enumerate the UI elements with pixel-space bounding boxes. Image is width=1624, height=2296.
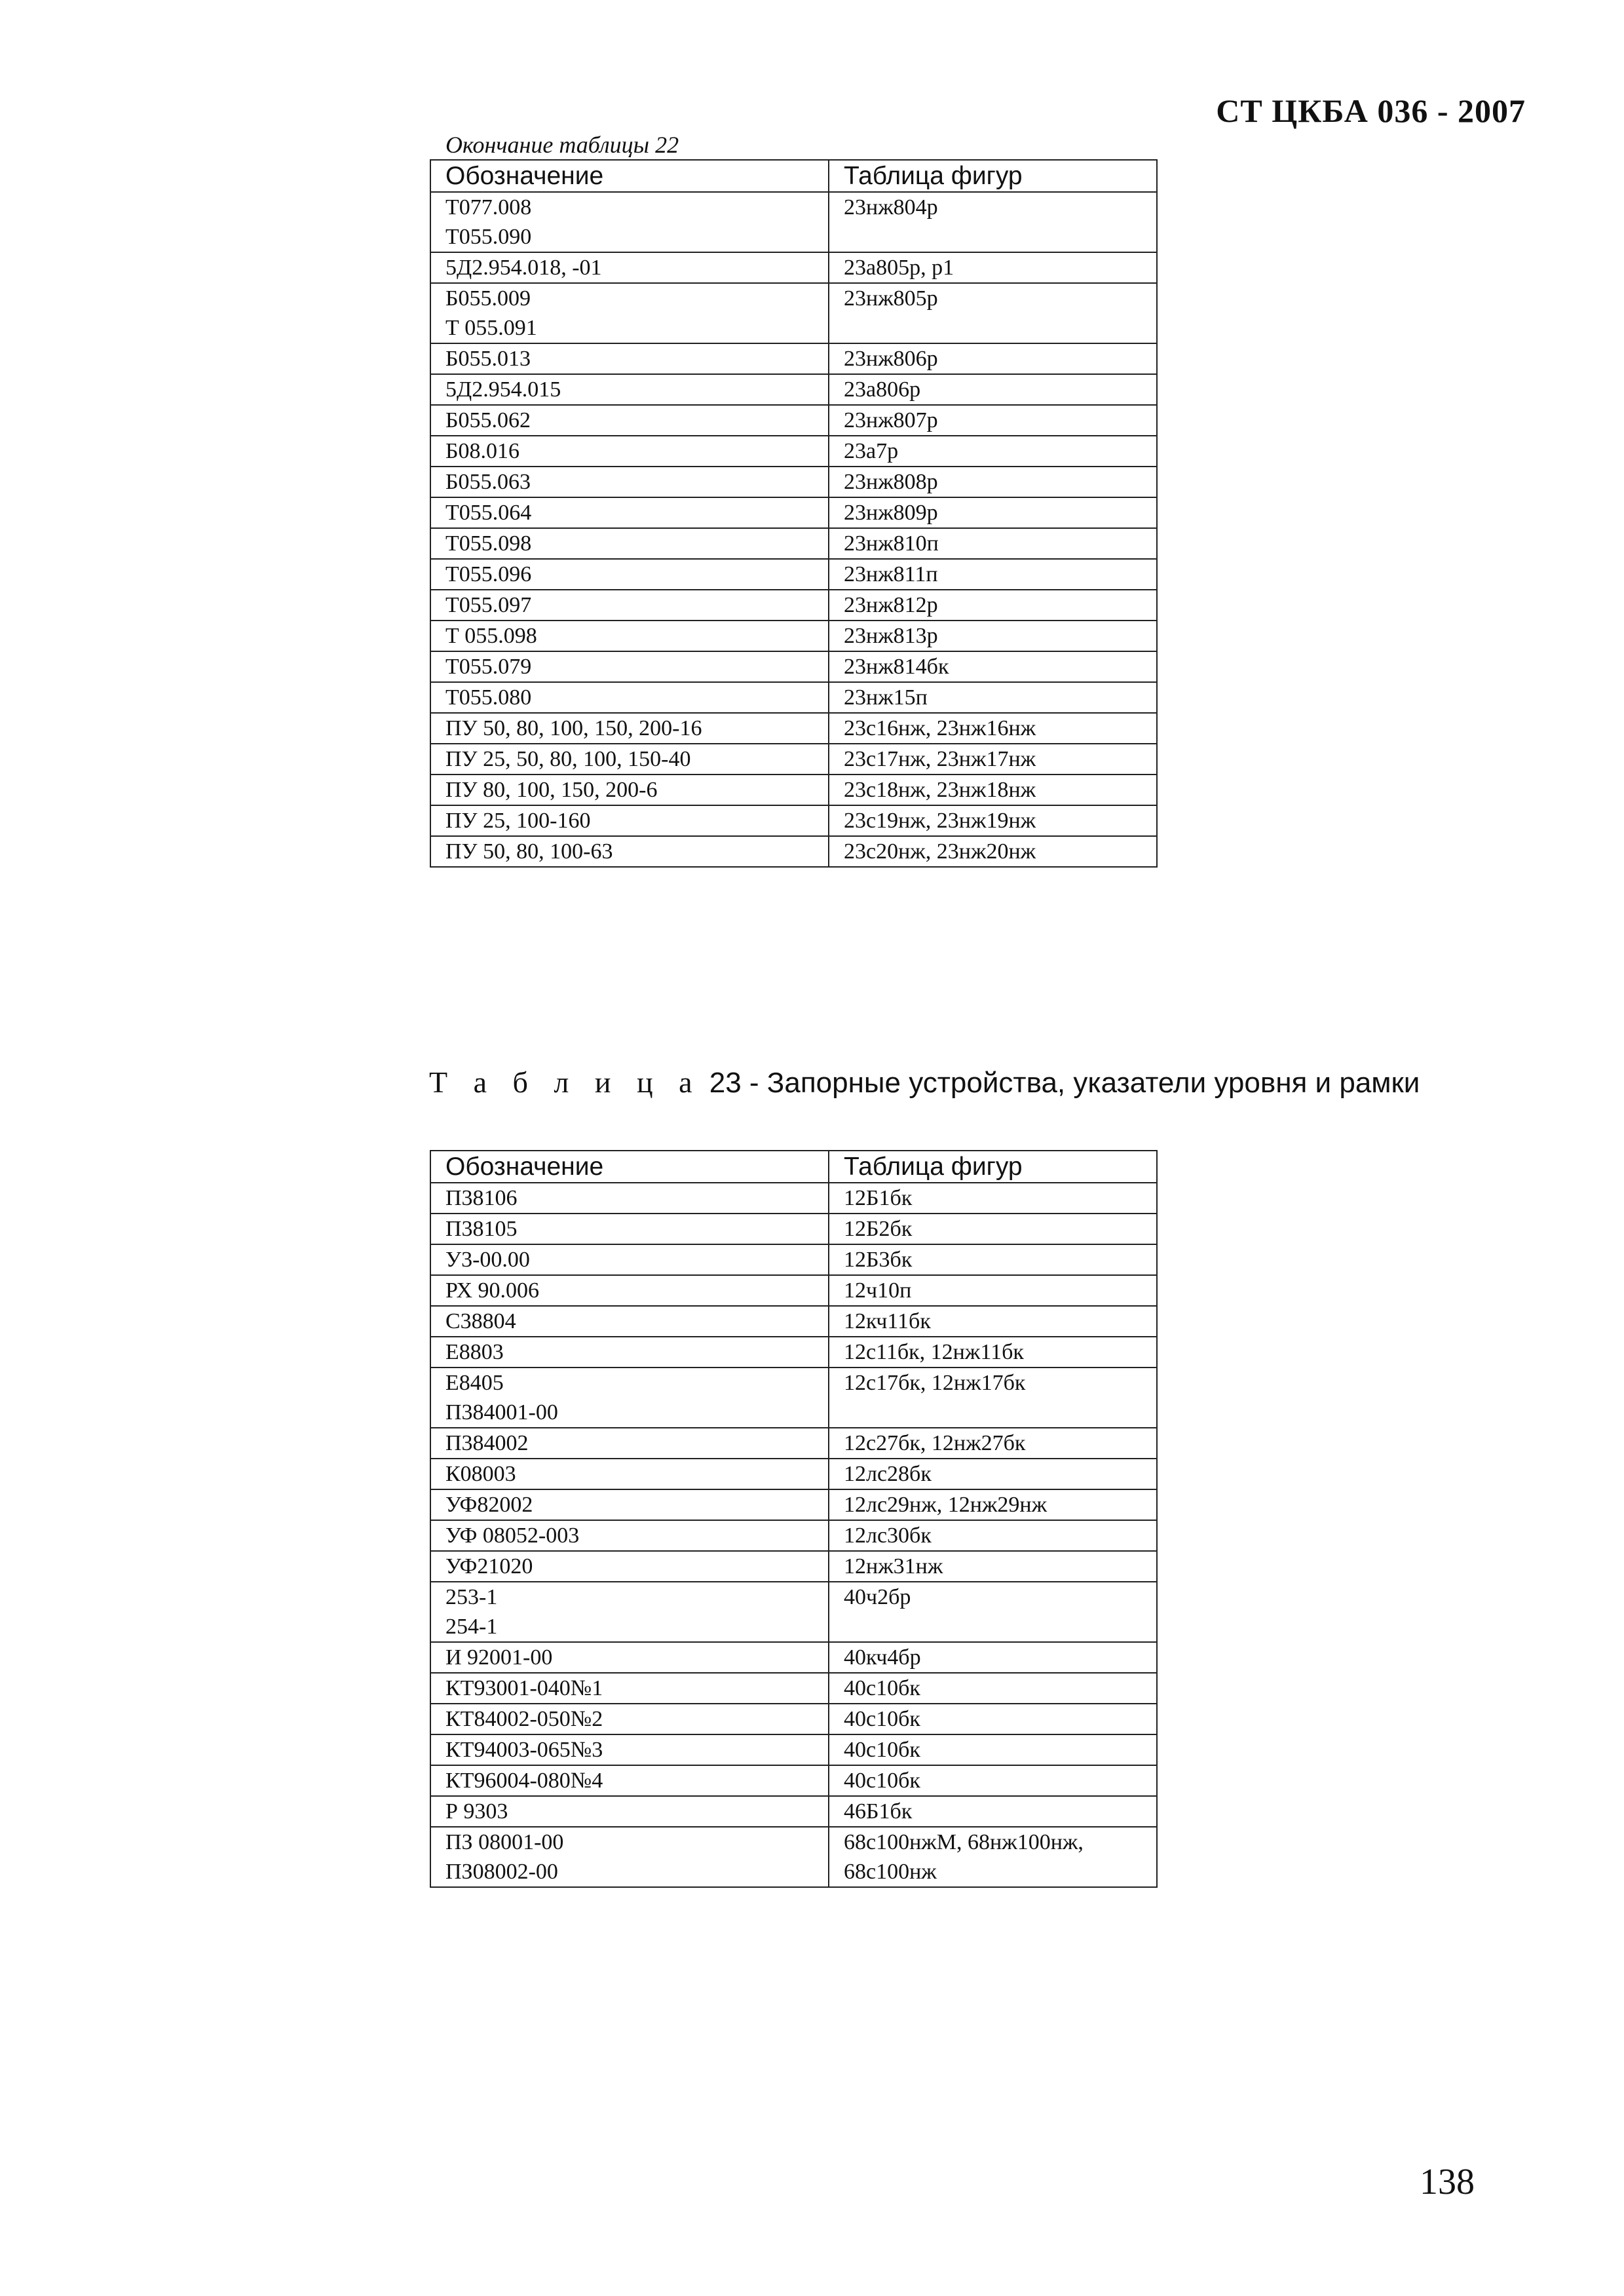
cell-line: 23с17нж, 23нж17нж [844, 747, 1036, 771]
table-row [430, 1275, 1157, 1306]
figures-cell [829, 252, 1157, 283]
table-row [430, 1183, 1157, 1214]
designation-cell [430, 836, 829, 867]
cell-line: 23с18нж, 23нж18нж [844, 778, 1036, 802]
designation-cell [430, 1459, 829, 1489]
cell-line: П384001-00 [445, 1400, 558, 1425]
table-row [430, 1582, 1157, 1642]
figures-cell [829, 805, 1157, 836]
cell-line: 23а805р, р1 [844, 256, 954, 280]
cell-line: 12кч11бк [844, 1309, 931, 1333]
designation-cell [430, 1765, 829, 1796]
table-row [430, 1827, 1157, 1887]
table-row [430, 1428, 1157, 1459]
cell-line: КТ94003-065№3 [445, 1738, 603, 1762]
designation-cell [430, 1734, 829, 1765]
figures-cell [829, 1551, 1157, 1582]
cell-line: Е8405 [445, 1371, 504, 1395]
table-row [430, 805, 1157, 836]
cell-line: 12Б1бк [844, 1186, 913, 1210]
designation-cell [430, 1520, 829, 1551]
table-row [430, 1368, 1157, 1428]
cell-line: ПУ 50, 80, 100, 150, 200-16 [445, 716, 702, 740]
cell-line: 68с100нжМ, 68нж100нж, [844, 1830, 1084, 1854]
cell-line: 23нж808р [844, 470, 938, 494]
cell-line: Т055.090 [445, 225, 532, 249]
cell-line: Т055.079 [445, 655, 532, 679]
figures-cell [829, 651, 1157, 682]
table-header-row [430, 1151, 1157, 1183]
cell-line: 23а806р [844, 377, 921, 402]
designation-cell [430, 343, 829, 374]
cell-line: 23нж811п [844, 562, 938, 586]
designation-cell [430, 1582, 829, 1642]
cell-line: 23нж15п [844, 685, 928, 710]
page-number: 138 [1420, 2162, 1475, 2202]
table-row [430, 651, 1157, 682]
designation-cell [430, 1673, 829, 1704]
table-row [430, 1704, 1157, 1734]
cell-line: П38105 [445, 1217, 518, 1241]
designation-cell [430, 1214, 829, 1244]
cell-line: 253-1 [445, 1585, 498, 1609]
cell-line: 23а7р [844, 439, 899, 463]
figures-cell [829, 621, 1157, 651]
cell-line: УФ82002 [445, 1493, 533, 1517]
cell-line: 12с11бк, 12нж11бк [844, 1340, 1024, 1364]
cell-line: 23с20нж, 23нж20нж [844, 839, 1036, 864]
designation-cell [430, 1428, 829, 1459]
designation-cell [430, 1337, 829, 1368]
designation-cell [430, 1796, 829, 1827]
cell-line: 23нж813р [844, 624, 938, 648]
designation-cell [430, 1275, 829, 1306]
table-header-row [430, 160, 1157, 192]
figures-cell [829, 1642, 1157, 1673]
cell-line: С38804 [445, 1309, 516, 1333]
cell-line: 23с16нж, 23нж16нж [844, 716, 1036, 740]
figures-cell [829, 713, 1157, 744]
figures-cell [829, 1428, 1157, 1459]
cell-line: 40с10бк [844, 1769, 920, 1793]
table-row [430, 621, 1157, 651]
cell-line: 12лс30бк [844, 1523, 932, 1548]
cell-line: КТ84002-050№2 [445, 1707, 603, 1731]
figures-cell [829, 1704, 1157, 1734]
cell-line: 12Б2бк [844, 1217, 913, 1241]
cell-line: Б055.013 [445, 347, 531, 371]
table-row [430, 1337, 1157, 1368]
cell-line: 23нж804р [844, 195, 938, 220]
designation-cell [430, 1306, 829, 1337]
table-row [430, 713, 1157, 744]
cell-line: КТ96004-080№4 [445, 1769, 603, 1793]
figures-cell [829, 1337, 1157, 1368]
cell-line: У3-00.00 [445, 1248, 530, 1272]
cell-line: 46Б1бк [844, 1799, 913, 1824]
table-row [430, 343, 1157, 374]
document-code: СТ ЦКБА 036 - 2007 [1216, 92, 1526, 129]
figures-cell [829, 590, 1157, 621]
cell-line: 40ч2бр [844, 1585, 911, 1609]
designation-cell [430, 805, 829, 836]
designation-cell [430, 436, 829, 467]
cell-line: 5Д2.954.015 [445, 377, 561, 402]
cell-line: 40с10бк [844, 1676, 920, 1700]
table-23 [430, 1150, 1158, 1888]
figures-cell [829, 192, 1157, 252]
table-row [430, 374, 1157, 405]
table-22 [430, 159, 1158, 868]
figures-cell [829, 283, 1157, 343]
designation-cell [430, 283, 829, 343]
cell-line: УФ21020 [445, 1554, 533, 1578]
designation-cell [430, 744, 829, 775]
cell-line: 12Б3бк [844, 1248, 913, 1272]
cell-line: 254-1 [445, 1615, 498, 1639]
table-row [430, 1520, 1157, 1551]
figures-cell [829, 1582, 1157, 1642]
table-row [430, 1489, 1157, 1520]
table-row [430, 405, 1157, 436]
cell-line: 23нж809р [844, 501, 938, 525]
designation-cell [430, 1551, 829, 1582]
cell-line: Р 9303 [445, 1799, 508, 1824]
table-row [430, 1214, 1157, 1244]
designation-cell [430, 1642, 829, 1673]
cell-line: Т055.098 [445, 531, 532, 556]
cell-line: ПЗ 08001-00 [445, 1830, 564, 1854]
figures-cell [829, 343, 1157, 374]
table-row [430, 1244, 1157, 1275]
table-22-continuation-caption: Окончание таблицы 22 [445, 132, 679, 158]
designation-cell [430, 252, 829, 283]
cell-line: РХ 90.006 [445, 1278, 540, 1303]
designation-cell [430, 1827, 829, 1887]
designation-cell [430, 192, 829, 252]
figures-cell [829, 1489, 1157, 1520]
table-row [430, 1551, 1157, 1582]
table-23-title-text: 23 - Запорные устройства, указатели уровня и рамки [701, 1067, 1420, 1099]
figures-cell [829, 528, 1157, 559]
cell-line: 12ч10п [844, 1278, 912, 1303]
figures-cell [829, 1183, 1157, 1214]
designation-cell [430, 682, 829, 713]
table-23-title-prefix: Т а б л и ц а [429, 1065, 702, 1099]
figures-cell [829, 374, 1157, 405]
table-row [430, 1459, 1157, 1489]
table-row [430, 497, 1157, 528]
figures-cell [829, 1765, 1157, 1796]
figures-cell [829, 682, 1157, 713]
table-row [430, 528, 1157, 559]
designation-cell [430, 713, 829, 744]
cell-line: 23нж814бк [844, 655, 949, 679]
cell-line: 40с10бк [844, 1738, 920, 1762]
designation-cell [430, 621, 829, 651]
cell-line: Е8803 [445, 1340, 504, 1364]
cell-line: ПУ 80, 100, 150, 200-6 [445, 778, 658, 802]
figures-cell [829, 1306, 1157, 1337]
figures-cell [829, 1368, 1157, 1428]
table-row [430, 283, 1157, 343]
figures-cell [829, 1275, 1157, 1306]
figures-cell [829, 1796, 1157, 1827]
figures-cell [829, 775, 1157, 805]
cell-line: П38106 [445, 1186, 518, 1210]
cell-line: 23нж805р [844, 286, 938, 311]
figures-cell [829, 836, 1157, 867]
cell-line: Т 055.098 [445, 624, 537, 648]
table-row [430, 1306, 1157, 1337]
cell-line: УФ 08052-003 [445, 1523, 580, 1548]
cell-line: 23нж810п [844, 531, 939, 556]
cell-line: 12с27бк, 12нж27бк [844, 1431, 1026, 1455]
cell-line: 23нж812р [844, 593, 938, 617]
cell-line: ПУ 25, 50, 80, 100, 150-40 [445, 747, 691, 771]
figures-cell [829, 1214, 1157, 1244]
cell-line: 40кч4бр [844, 1645, 921, 1670]
table-row [430, 467, 1157, 497]
cell-line: Б08.016 [445, 439, 520, 463]
cell-line: 5Д2.954.018, -01 [445, 256, 602, 280]
table-row [430, 836, 1157, 867]
designation-cell [430, 405, 829, 436]
designation-cell [430, 1183, 829, 1214]
table-row [430, 775, 1157, 805]
figures-cell [829, 1244, 1157, 1275]
figures-cell [829, 436, 1157, 467]
designation-cell [430, 775, 829, 805]
designation-cell [430, 1704, 829, 1734]
cell-line: 23с19нж, 23нж19нж [844, 809, 1036, 833]
designation-cell [430, 651, 829, 682]
designation-cell [430, 559, 829, 590]
table-row [430, 192, 1157, 252]
cell-line: 12лс28бк [844, 1462, 932, 1486]
table-row [430, 1796, 1157, 1827]
table-row [430, 252, 1157, 283]
figures-cell [829, 497, 1157, 528]
table-row [430, 436, 1157, 467]
designation-cell [430, 1368, 829, 1428]
table-row [430, 744, 1157, 775]
table-row [430, 1673, 1157, 1704]
cell-line: ПУ 50, 80, 100-63 [445, 839, 613, 864]
figures-cell [829, 1520, 1157, 1551]
cell-line: Т055.064 [445, 501, 532, 525]
designation-cell [430, 528, 829, 559]
figures-cell [829, 1734, 1157, 1765]
cell-line: Т055.097 [445, 593, 532, 617]
table-row [430, 1734, 1157, 1765]
cell-line: ПЗ08002-00 [445, 1860, 558, 1884]
designation-cell [430, 374, 829, 405]
column-header-figures: Таблица фигур [829, 160, 1157, 192]
cell-line: Б055.009 [445, 286, 531, 311]
designation-cell [430, 590, 829, 621]
cell-line: Т055.080 [445, 685, 532, 710]
designation-cell [430, 497, 829, 528]
designation-cell [430, 1244, 829, 1275]
figures-cell [829, 1827, 1157, 1887]
table-row [430, 1642, 1157, 1673]
cell-line: КТ93001-040№1 [445, 1676, 603, 1700]
cell-line: 40с10бк [844, 1707, 920, 1731]
table-row [430, 559, 1157, 590]
cell-line: И 92001-00 [445, 1645, 553, 1670]
table-row [430, 682, 1157, 713]
column-header-figures: Таблица фигур [829, 1151, 1157, 1183]
cell-line: Б055.062 [445, 408, 531, 432]
figures-cell [829, 559, 1157, 590]
cell-line: 12с17бк, 12нж17бк [844, 1371, 1026, 1395]
cell-line: 68с100нж [844, 1860, 937, 1884]
column-header-designation: Обозначение [430, 160, 829, 192]
table-row [430, 590, 1157, 621]
cell-line: П384002 [445, 1431, 529, 1455]
designation-cell [430, 1489, 829, 1520]
table-23-title [429, 1065, 1420, 1100]
cell-line: Т077.008 [445, 195, 532, 220]
cell-line: 12лс29нж, 12нж29нж [844, 1493, 1048, 1517]
cell-line: 23нж806р [844, 347, 938, 371]
figures-cell [829, 1459, 1157, 1489]
cell-line: Т055.096 [445, 562, 532, 586]
table-row [430, 1765, 1157, 1796]
cell-line: 12нж31нж [844, 1554, 943, 1578]
figures-cell [829, 744, 1157, 775]
cell-line: К08003 [445, 1462, 516, 1486]
cell-line: ПУ 25, 100-160 [445, 809, 591, 833]
figures-cell [829, 467, 1157, 497]
figures-cell [829, 405, 1157, 436]
column-header-designation: Обозначение [430, 1151, 829, 1183]
designation-cell [430, 467, 829, 497]
cell-line: 23нж807р [844, 408, 938, 432]
cell-line: Б055.063 [445, 470, 531, 494]
figures-cell [829, 1673, 1157, 1704]
cell-line: Т 055.091 [445, 316, 537, 340]
